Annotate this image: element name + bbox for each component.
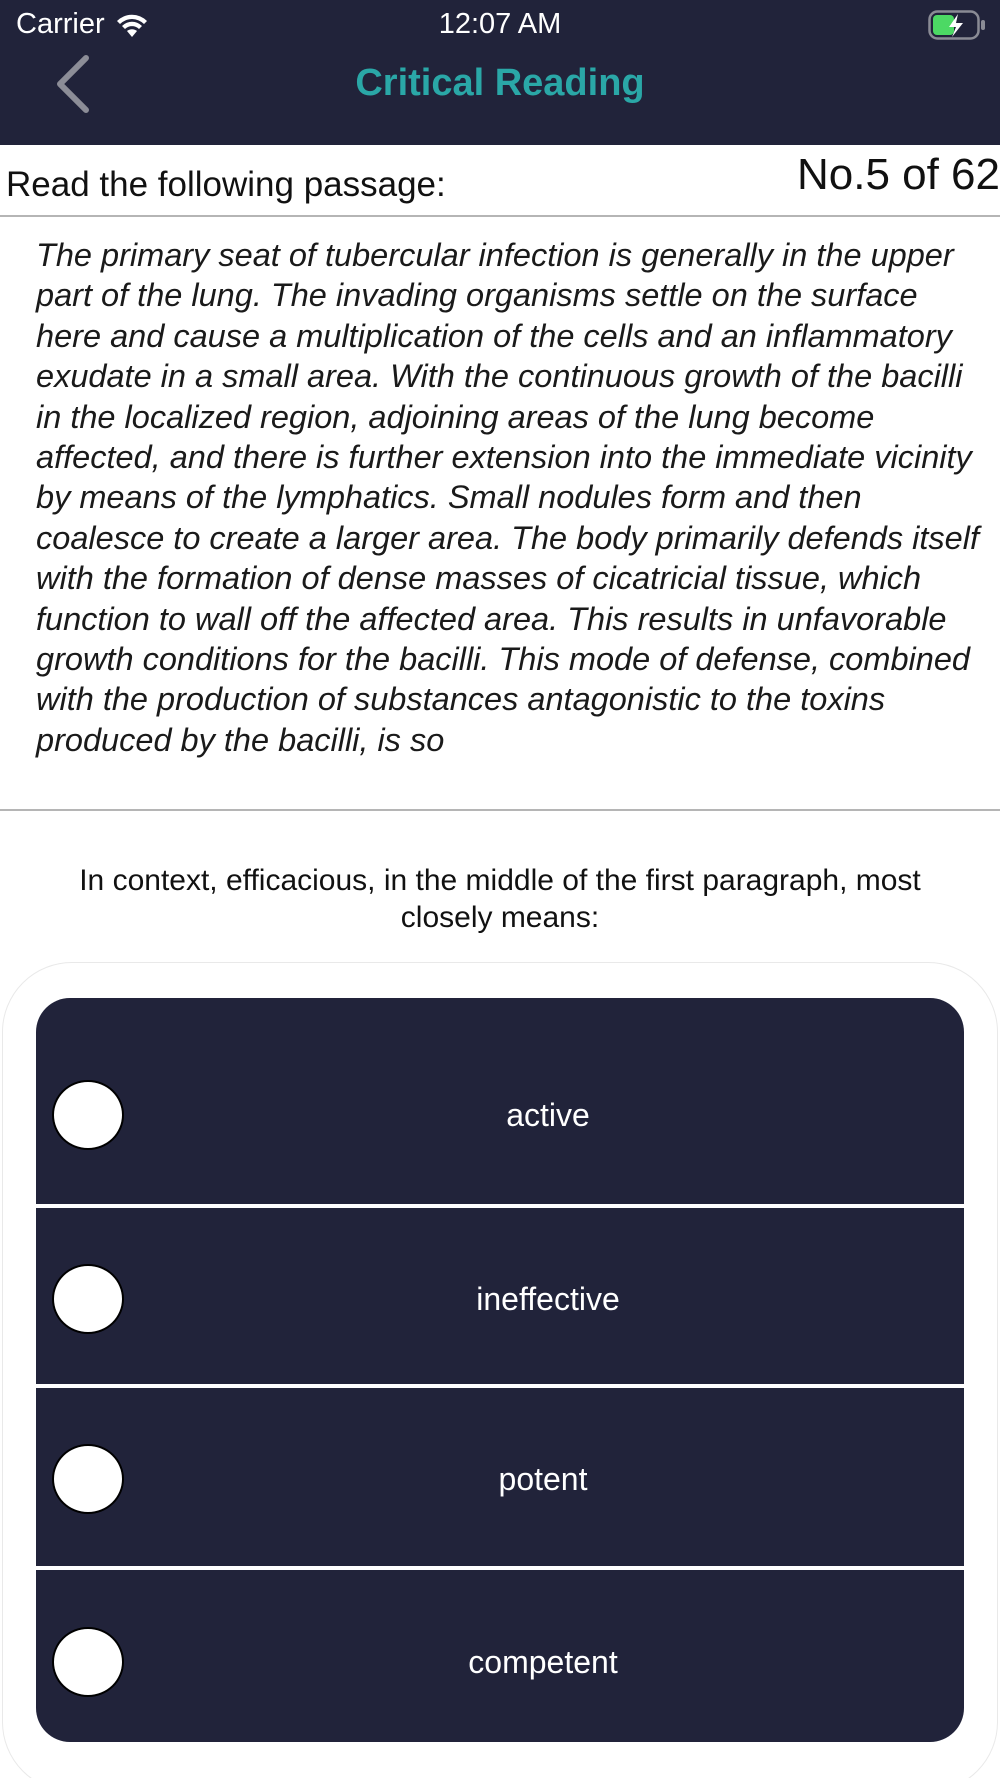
answer-option-3[interactable] xyxy=(36,1388,964,1566)
radio-button[interactable] xyxy=(52,1627,124,1697)
carrier-label: Carrier xyxy=(16,8,105,40)
answer-label: competent xyxy=(468,1644,618,1680)
passage-prompt: Read the following passage: xyxy=(6,165,446,204)
answer-option-1[interactable] xyxy=(36,998,964,1204)
radio-button[interactable] xyxy=(52,1444,124,1514)
page-title: Critical Reading xyxy=(355,62,645,104)
answer-label: active xyxy=(506,1097,590,1133)
answer-label: potent xyxy=(498,1461,588,1497)
passage-header xyxy=(0,145,1000,217)
radio-button[interactable] xyxy=(52,1264,124,1334)
answer-option-4[interactable] xyxy=(36,1570,964,1742)
answer-list xyxy=(36,998,964,1742)
top-bar xyxy=(0,0,1000,145)
question-progress: No.5 of 62 xyxy=(796,150,1000,199)
passage-scroll-view[interactable] xyxy=(0,219,1000,811)
radio-button[interactable] xyxy=(52,1080,124,1150)
status-time: 12:07 AM xyxy=(438,8,562,40)
battery-charging-icon xyxy=(928,10,986,40)
answer-label: ineffective xyxy=(476,1281,620,1317)
question-text: In context, efficacious, in the middle of the first paragraph, most closely means: xyxy=(79,864,921,934)
passage-text: The primary seat of tubercular infection is generally in the upper part of the lung. The invading organisms settle on the surface here and cause a multiplication of the cells and an inflammatory exudate in a small area. With the continuous growth of the bacilli in the localized region, adjoining areas of the lung become affected, and there is further extension into the immediate vicinity by means of the lymphatics. Small nodules form and then coalesce to create a larger area. The body primarily defends itself with the formation of dense masses of cicatricial tissue, which function to wall off the affected area. This results in unfavorable growth conditions for the bacilli. This mode of defense, combined with the production of substances antagonistic to the toxins produced by the bacilli, is so xyxy=(36,237,979,758)
answer-option-2[interactable] xyxy=(36,1208,964,1384)
